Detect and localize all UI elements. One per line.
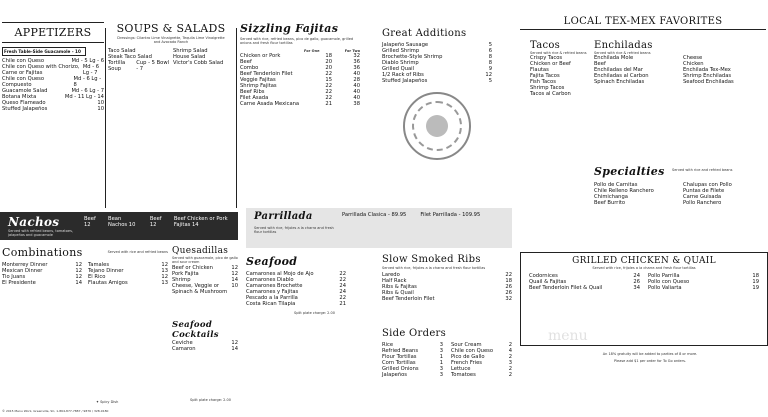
item-price: 1	[439, 354, 443, 360]
item-name: Pollo Valiarta	[648, 285, 682, 292]
item-price: 3	[508, 360, 512, 366]
item-name: Camarones y Fajitas	[246, 289, 299, 295]
item-name: Costa Rican Tilapia	[246, 301, 296, 307]
item-price: 18	[505, 278, 512, 285]
item-price: 12	[161, 262, 168, 268]
item-name: Diablo Shrimp	[382, 60, 419, 66]
item-price: 24	[339, 289, 346, 295]
sides-section	[382, 328, 512, 378]
item-price: Md - 11 Lg - 14	[64, 94, 104, 101]
column-divider	[236, 28, 237, 208]
item-price: 21	[339, 301, 346, 307]
fajitas-title: Sizzling Fajitas	[240, 22, 339, 35]
item-name: Filet Asada	[240, 94, 269, 101]
additions-title: Great Additions	[382, 28, 467, 39]
item-price: 10	[231, 282, 238, 289]
footer-notes	[560, 352, 740, 364]
item-price: 14	[231, 346, 238, 352]
price-for-one: 22	[325, 70, 332, 77]
enchiladas-title: Enchiladas	[594, 40, 653, 51]
specialties-section	[594, 165, 766, 206]
ribs-note: Served with rice, frijoles a la charra and fresh flour tortillas	[382, 266, 486, 270]
parrillada-item: Parrillada Clasica - 89.95	[342, 212, 407, 218]
price-for-one: 18	[325, 52, 332, 59]
item-name: Refried Beans	[382, 348, 419, 354]
item-price: 5	[488, 42, 492, 48]
item-name: Beef Tenderloin Filet & Quail	[529, 285, 603, 292]
item-name: Carne Guisada	[683, 194, 722, 200]
item-name: Shrimp Tacos	[530, 85, 565, 92]
specialties-title: Specialties	[594, 165, 665, 178]
item-name: Ribs & Quail	[382, 290, 414, 297]
item-name: Monterrey Dinner	[2, 262, 48, 268]
nacho-item	[84, 216, 100, 228]
togo-note: Please add $1 per order for To Go orders.	[613, 359, 687, 364]
item-price: 22	[339, 295, 346, 301]
item-price: 12	[75, 268, 82, 274]
nacho-item	[108, 216, 142, 228]
item-price: 6	[488, 48, 492, 54]
item-name: Pollo Ranchero	[683, 200, 722, 206]
cocktails-section	[172, 320, 238, 402]
item-name: Fish Tacos	[530, 79, 556, 86]
list-item	[529, 285, 640, 291]
tacos-section	[530, 40, 590, 97]
seafood-title: Seafood	[246, 255, 298, 268]
item-name: Grilled Quail	[382, 66, 415, 72]
fajitas-subtitle: Served with rice, refried beans, pico de gallo, guacamole, grilled onions and fresh flour tortillas	[240, 37, 354, 46]
item-price: 12	[84, 222, 91, 228]
parrillada-title: Parrillada	[254, 211, 313, 222]
item-name: Chile con Queso with Chorizo, Carne or Fajitas	[2, 64, 80, 77]
item-name: Fajita Tacos	[530, 73, 560, 80]
list-item	[88, 280, 168, 286]
item-price: 24	[633, 273, 640, 280]
item-name: Grilled Onions	[382, 366, 419, 372]
item-price: 109.95	[462, 212, 481, 218]
item-name: Shrimp Salad	[173, 47, 208, 54]
spicy-legend	[96, 400, 118, 404]
item-price: 12	[231, 264, 238, 271]
item-price: 19	[752, 279, 759, 286]
item-price: 3	[439, 342, 443, 348]
item-name: Brochette-Style Shrimp	[382, 54, 443, 60]
item-name: Ceviche	[172, 340, 193, 346]
item-name: Enchilada Tex-Mex	[683, 67, 731, 74]
item-name: Beef Burrito	[594, 200, 626, 206]
soups-salads-section	[108, 22, 234, 72]
item-price: 26	[633, 279, 640, 286]
list-item	[172, 346, 238, 352]
parrillada-box	[246, 208, 512, 248]
item-name: Grilled Shrimp	[382, 48, 420, 54]
item-price: 13	[161, 268, 168, 274]
list-item	[683, 79, 766, 85]
item-name: Beef	[594, 61, 606, 68]
item-price: 1	[439, 360, 443, 366]
item-name: Flautas Amigos	[88, 280, 128, 286]
list-item	[172, 283, 238, 295]
seafood-split-charge: Split plate charge: 2.00	[294, 311, 335, 315]
price-for-two: 28	[353, 76, 360, 83]
item-name: Combo	[240, 64, 259, 71]
combinations-title: Combinations	[2, 246, 83, 259]
table-side-guacamole: Fresh Table-Side Guacamole - 10	[2, 47, 86, 56]
item-name: Beef Ribs	[240, 88, 265, 95]
item-price: Md - 5 Lg - 6	[71, 58, 104, 65]
item-price: 19	[752, 285, 759, 292]
item-price: 14	[231, 276, 238, 283]
item-name: Chile Relleno Ranchero	[594, 188, 654, 194]
item-name: Stuffed Jalapeños	[2, 106, 48, 113]
specialties-note: Served with rice and refried beans	[672, 168, 733, 172]
combinations-section	[2, 246, 168, 286]
sides-title: Side Orders	[382, 328, 447, 339]
item-price: Md - 6 Lg - 7	[82, 64, 100, 77]
item-price: 22	[505, 272, 512, 279]
fajitas-section	[240, 22, 360, 107]
item-price: 18	[752, 273, 759, 280]
item-price: 2	[508, 366, 512, 372]
item-name: French Fries	[451, 360, 482, 366]
item-price: 12	[231, 270, 238, 277]
price-for-one: 22	[325, 82, 332, 89]
item-price: 4	[508, 348, 512, 354]
price-for-two: 40	[353, 94, 360, 101]
item-name: Veggie Fajitas	[240, 76, 276, 83]
list-item	[173, 60, 234, 72]
item-name: Chimichanga	[594, 194, 628, 200]
item-name: Beef or Chicken	[172, 264, 213, 271]
cocktails-title: Seafood Cocktails	[172, 320, 219, 340]
item-price: 14	[191, 222, 199, 228]
item-price: 2	[508, 354, 512, 360]
enchiladas-note: Served with rice & refried beans	[594, 51, 651, 55]
soups-salads-title: SOUPS & SALADS	[116, 22, 226, 35]
list-item	[530, 91, 590, 97]
item-price: 13	[161, 280, 168, 286]
item-name: Guacamole Salad	[2, 88, 48, 95]
item-name: Flour Tortillas	[382, 354, 417, 360]
item-name: Jalapeño Sausage	[382, 42, 429, 48]
item-price: Cup - 5 Bowl - 7	[136, 59, 170, 72]
addition-item	[382, 78, 492, 84]
item-name: Half Rack	[382, 278, 407, 285]
price-for-two: 36	[353, 64, 360, 71]
item-name: Quail & Fajitas	[529, 279, 567, 286]
watermark: menu	[548, 328, 588, 344]
tacos-note: Served with rice & refried beans	[530, 51, 587, 55]
item-price: 10	[97, 106, 104, 113]
item-price: 9	[488, 66, 492, 72]
item-name: Pico de Gallo	[451, 354, 485, 360]
item-name: Beef	[240, 58, 252, 65]
item-price: 10	[128, 222, 136, 228]
item-name: Camarones Diablo	[246, 277, 294, 283]
grilled-note: Served with rice, frijoles a la charra and fresh flour tortillas	[592, 266, 696, 270]
gratuity-note: An 18% gratuity will be added to parties of 8 or more.	[602, 352, 698, 356]
item-price: 12	[485, 72, 492, 78]
item-name: Pescado a la Parrilla	[246, 295, 298, 301]
item-price: 14	[75, 280, 82, 286]
item-price: 2	[508, 342, 512, 348]
item-name: Pork Fajita	[172, 270, 199, 277]
enchiladas-section	[594, 40, 766, 85]
item-name: Beef Tenderloin Filet	[382, 296, 435, 303]
item-name: Chile con Queso Compuesto	[2, 76, 45, 89]
item-name: House Salad	[173, 53, 206, 60]
item-name: Rice	[382, 342, 394, 348]
price-for-one: 20	[325, 58, 332, 65]
item-name: Jalapeños	[382, 372, 407, 378]
price-for-two: 40	[353, 88, 360, 95]
item-name: Beef	[149, 216, 162, 222]
list-item	[2, 76, 104, 88]
item-name: Chile con Queso	[2, 58, 45, 65]
price-for-two: 38	[353, 100, 360, 107]
appetizers-title: APPETIZERS	[2, 22, 104, 43]
item-price: Md - 6 Lg - 8	[73, 76, 102, 89]
item-name: Shrimp	[172, 276, 191, 283]
price-for-two: 40	[353, 82, 360, 89]
item-name: Botana Mixta	[2, 94, 37, 101]
nachos-note: Served with refried beans, tomatoes, jalapeños and guacamole	[8, 229, 74, 238]
parrillada-note: Served with rice, frijoles a la charra and fresh flour tortillas	[254, 226, 334, 235]
item-price: 8	[488, 54, 492, 60]
item-name: Taco Salad	[108, 47, 136, 54]
item-name: Shrimp Enchiladas	[683, 73, 732, 80]
item-price: 8	[488, 60, 492, 66]
favorites-title: LOCAL TEX-MEX FAVORITES	[520, 16, 766, 30]
copyright: © 2015 Menu Work, Greenville, SC, 1-864-877-7887 / 9876 / 328-9180	[2, 409, 109, 413]
item-name: Corn Tortillas	[382, 360, 416, 366]
item-name: Beef	[84, 216, 96, 222]
item-price: 3	[439, 372, 443, 378]
item-name: Camarones al Mojo de Ajo	[246, 271, 314, 277]
item-price: 22	[339, 277, 346, 283]
list-item	[594, 79, 677, 85]
item-name: Stuffed Jalapeños	[382, 78, 428, 84]
item-name: Sour Cream	[451, 342, 482, 348]
item-name: Enchiladas al Carbon	[594, 73, 649, 80]
nacho-item	[150, 216, 166, 228]
item-name: Carne Asada Mexicana	[240, 100, 300, 107]
price-for-two: 40	[353, 70, 360, 77]
item-price: 34	[633, 285, 640, 292]
price-for-two: 32	[353, 52, 360, 59]
item-name: Chicken or Beef Flautas	[530, 61, 571, 74]
item-name: Victor's Cobb Salad	[173, 59, 224, 66]
item-name: Crispy Tacos	[530, 55, 563, 62]
item-price: 3	[439, 348, 443, 354]
item-name: Tejano Dinner	[88, 268, 124, 274]
item-name: Steak Taco Salad	[108, 53, 152, 60]
grilled-title: GRILLED CHICKEN & QUAIL	[572, 256, 716, 266]
item-price: 24	[339, 283, 346, 289]
item-name: Tomatoes	[451, 372, 476, 378]
item-name: Puntas de Filete	[683, 188, 725, 194]
item-name: Cheese	[683, 55, 703, 62]
item-price: 26	[505, 290, 512, 297]
list-item	[594, 200, 677, 206]
list-item	[2, 64, 104, 76]
list-item	[530, 61, 590, 73]
list-item	[2, 280, 82, 286]
item-price: 12	[75, 274, 82, 280]
item-name: 1/2 Rack of Ribs	[382, 72, 424, 78]
item-name: El Presidente	[2, 280, 36, 286]
item-name: Chile con Queso	[451, 348, 494, 354]
price-for-one: 15	[325, 76, 332, 83]
item-name: Spinach Enchiladas	[594, 79, 645, 86]
list-item	[451, 372, 512, 378]
item-name: Tamales	[88, 262, 110, 268]
item-name: Parrillada Clasica	[342, 212, 387, 218]
item-name: Cheese, Veggie or Spinach & Mushroom	[172, 282, 228, 295]
item-price: 10	[97, 100, 104, 107]
quesadillas-section	[172, 246, 238, 295]
item-name: Tacos al Carbon	[530, 91, 571, 98]
item-name: Laredo	[382, 272, 400, 279]
item-name: Ribs & Fajitas	[382, 284, 417, 291]
header-for-two: For Two	[344, 48, 360, 53]
list-item	[382, 296, 512, 302]
item-name: Bean Nachos	[108, 216, 128, 228]
spicy-legend-text: Spicy Dish	[100, 400, 119, 404]
item-price: 89.95	[391, 212, 407, 218]
item-price: 3	[439, 366, 443, 372]
chili-pepper-icon: ✦	[96, 400, 99, 404]
list-item	[2, 106, 104, 112]
item-name: Camaron	[172, 346, 196, 352]
item-name: Enchilada Mole	[594, 55, 634, 62]
item-price: 12	[231, 340, 238, 346]
aztec-sun-icon	[403, 92, 471, 160]
item-name: Filet Parrillada	[420, 212, 457, 218]
item-name: Camarones Brochette	[246, 283, 303, 289]
item-price: 22	[339, 271, 346, 277]
item-name: Enchiladas del Mar	[594, 67, 643, 74]
price-for-one: 21	[325, 100, 332, 107]
price-for-one: 20	[325, 64, 332, 71]
list-item	[246, 301, 346, 307]
quesadillas-title: Quesadillas	[172, 246, 229, 256]
item-name: Pollo con Queso	[648, 279, 690, 286]
item-name: Beef Chicken or Pork Fajitas	[173, 216, 228, 228]
list-item	[648, 285, 759, 291]
item-name: Codornices	[529, 273, 558, 280]
item-name: Chalupas con Pollo	[683, 182, 732, 188]
item-name: El Rico	[88, 274, 106, 280]
price-for-two: 36	[353, 58, 360, 65]
item-price: 12	[75, 262, 82, 268]
item-name: Chicken or Pork	[240, 52, 281, 59]
item-name: Pollo Parrilla	[648, 273, 680, 280]
tacos-title: Tacos	[530, 40, 561, 51]
item-name: Chicken	[683, 61, 704, 68]
nachos-bar	[0, 212, 238, 240]
dressings-note: Dressings: Cilantro Lime Vinaigrette, Tequila Lime Vinaigrette and Avocado Ranch	[117, 36, 225, 45]
item-name: Seafood Enchiladas	[683, 79, 734, 86]
item-name: Beef Tenderloin Filet	[240, 70, 293, 77]
list-item	[683, 200, 766, 206]
item-price: 12	[149, 222, 157, 228]
item-price: 32	[505, 296, 512, 303]
seafood-section	[246, 255, 346, 315]
additions-section	[382, 28, 492, 160]
quesadillas-note: Served with guacamole, pico de gallo and sour cream	[172, 256, 238, 265]
nacho-item	[174, 216, 238, 228]
item-price: 2	[508, 372, 512, 378]
item-name: Mexican Dinner	[2, 268, 43, 274]
ribs-title: Slow Smoked Ribs	[382, 254, 481, 265]
item-name: Shrimp Fajitas	[240, 82, 277, 89]
price-for-one: 22	[325, 94, 332, 101]
item-price: Md - 6 Lg - 7	[71, 88, 104, 95]
item-price: 26	[505, 284, 512, 291]
item-name: Pollo de Carnitas	[594, 182, 638, 188]
ribs-section	[382, 254, 512, 302]
list-item	[382, 372, 443, 378]
appetizers-section	[2, 22, 104, 112]
fajita-row	[240, 101, 360, 107]
item-name: Queso Flameado	[2, 100, 46, 107]
cocktails-split-charge: Split plate charge: 2.00	[190, 398, 231, 402]
price-for-one: 22	[325, 88, 332, 95]
header-for-one: For One	[304, 48, 320, 53]
list-item	[108, 60, 169, 72]
item-name: Tortilla Soup	[108, 59, 126, 72]
item-name: Tio Juans	[2, 274, 26, 280]
item-name: Lettuce	[451, 366, 471, 372]
parrillada-item: Filet Parrillada - 109.95	[420, 212, 481, 218]
combinations-note: Served with rice and refried beans	[107, 250, 168, 254]
favorites-section	[520, 16, 766, 30]
column-divider	[105, 28, 106, 208]
item-price: 5	[488, 78, 492, 84]
item-price: 12	[161, 274, 168, 280]
nachos-title: Nachos	[8, 215, 60, 229]
